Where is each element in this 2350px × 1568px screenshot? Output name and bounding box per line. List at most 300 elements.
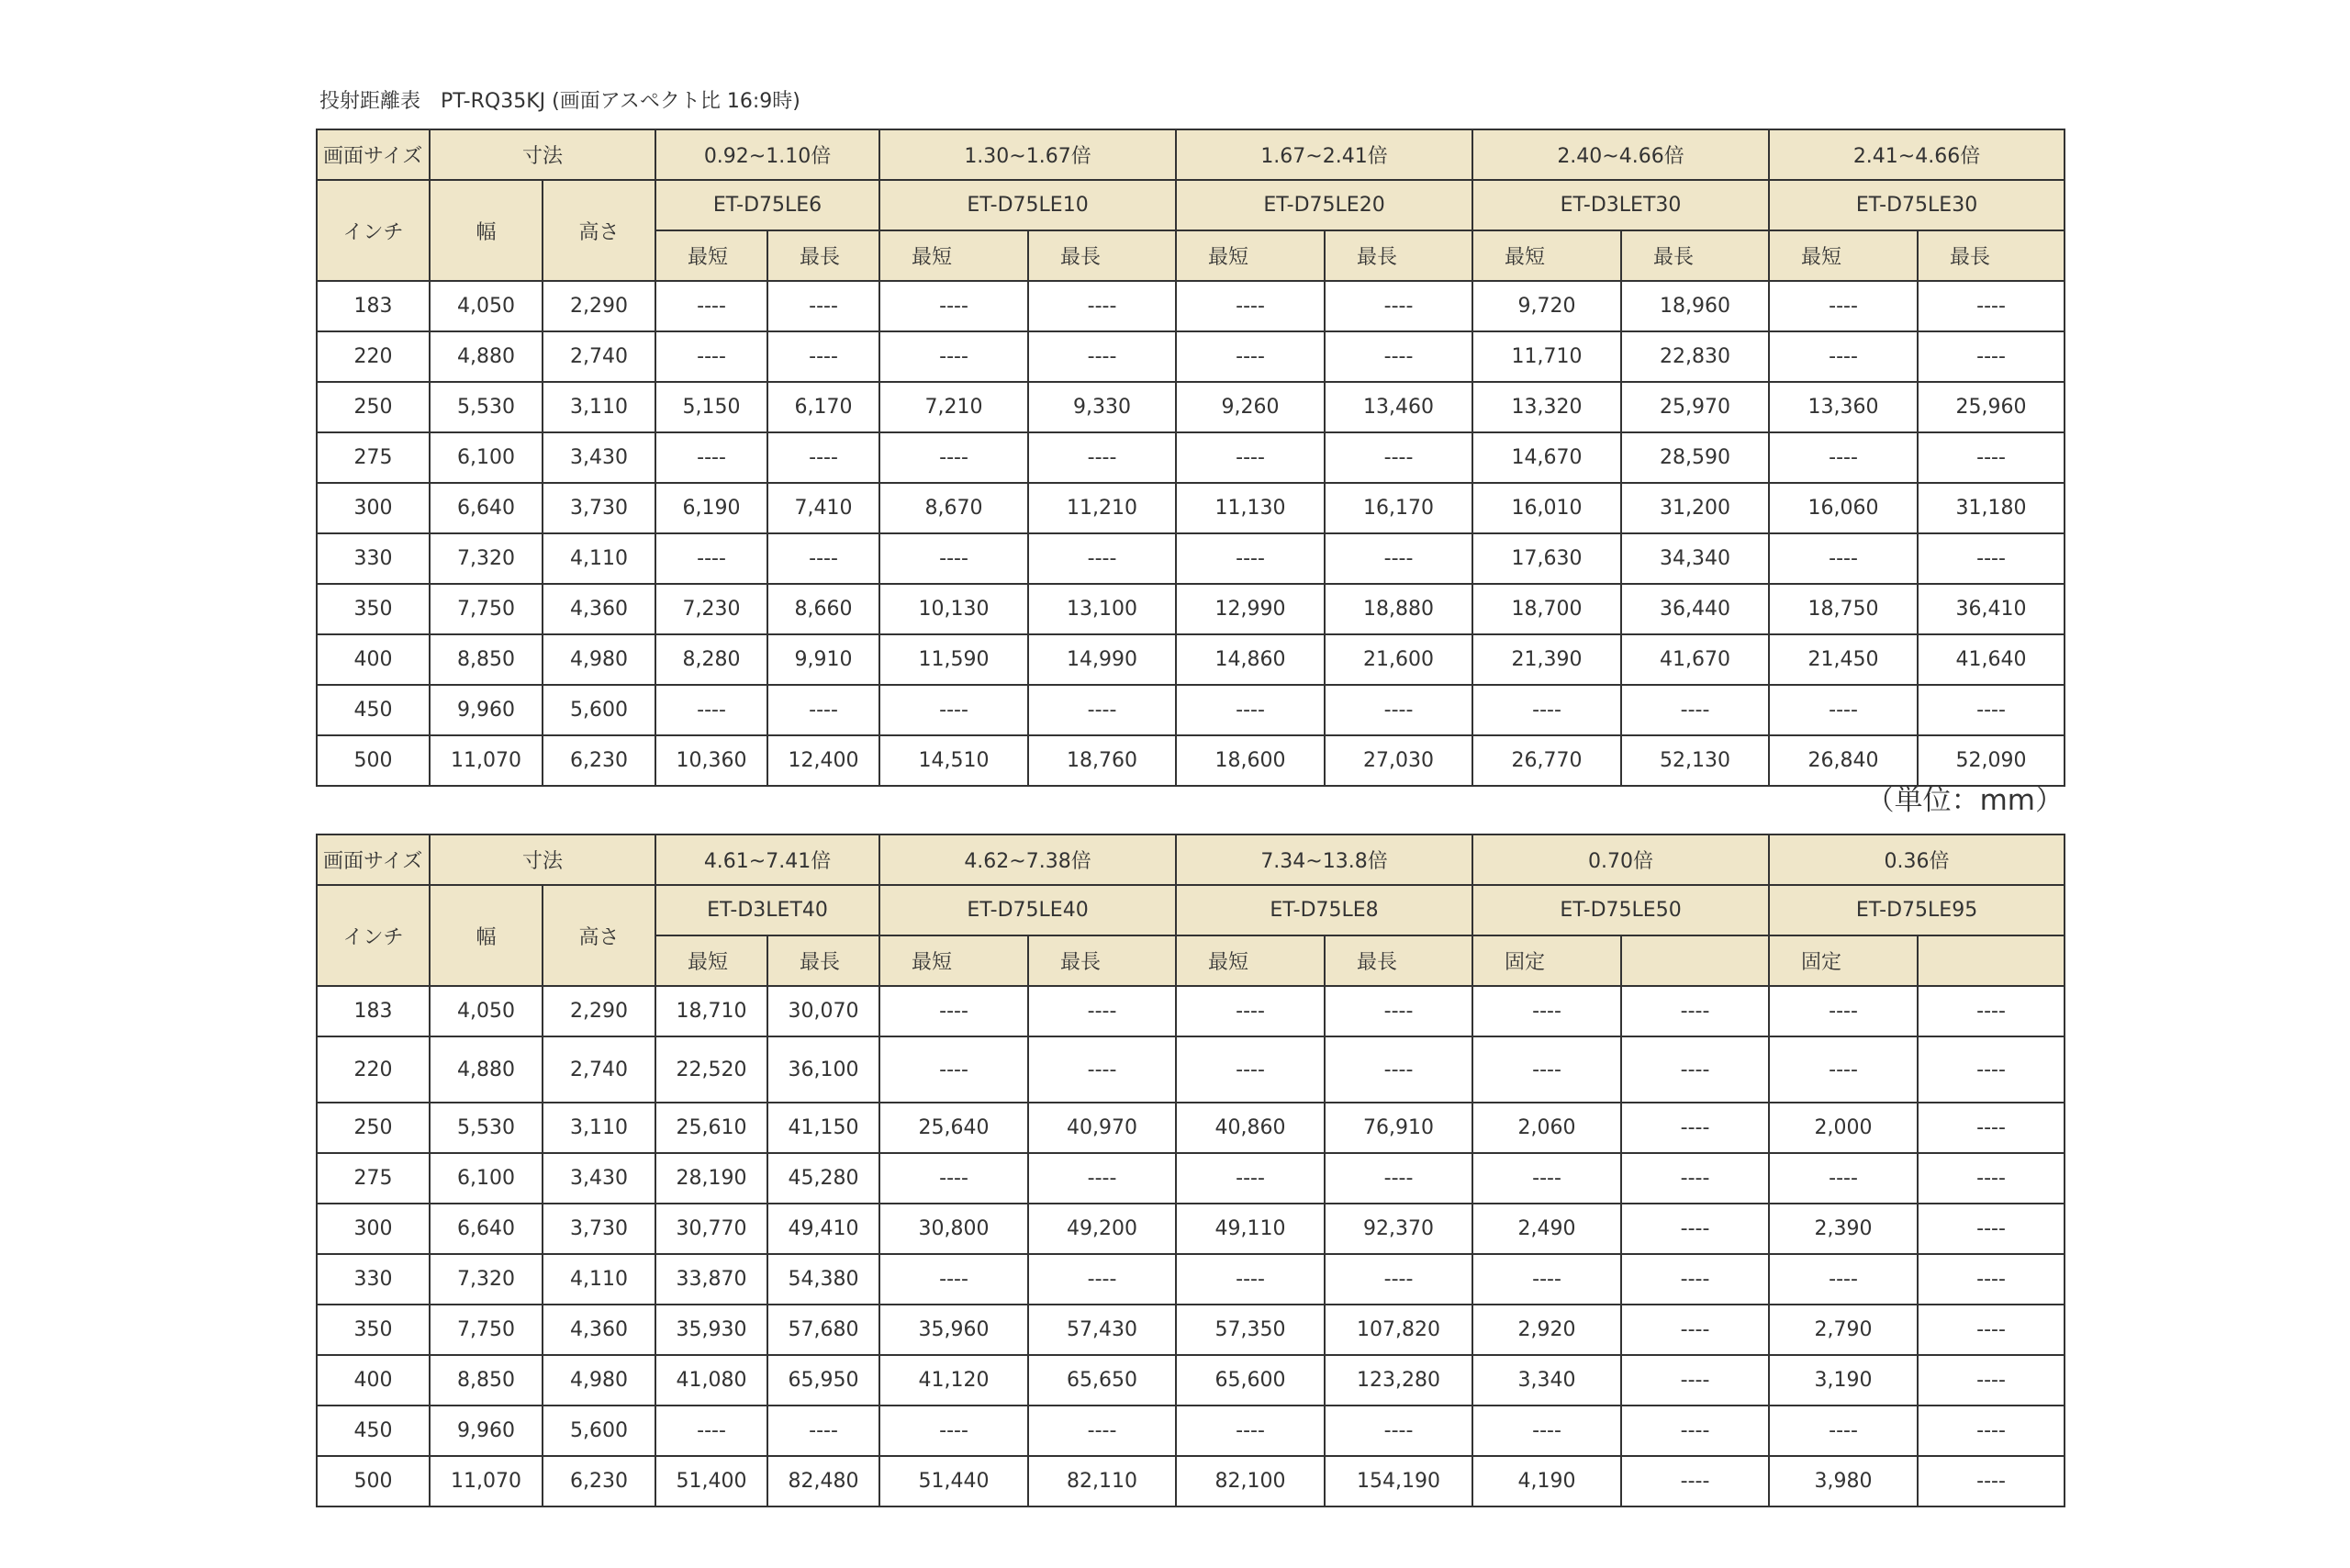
table-row — [317, 533, 2065, 584]
table-cell: ---- — [1472, 1036, 1621, 1103]
table-cell: 18,760 — [1028, 735, 1176, 786]
table-cell: 5,530 — [430, 382, 543, 432]
table-cell: 9,260 — [1176, 382, 1325, 432]
table-cell: 500 — [317, 1456, 430, 1506]
table-cell: ---- — [1176, 281, 1325, 331]
table-cell: ---- — [1325, 331, 1472, 382]
table-cell: 51,440 — [879, 1456, 1028, 1506]
table-cell: 21,390 — [1472, 634, 1621, 685]
table-cell: ---- — [879, 1036, 1028, 1103]
table-cell: 30,070 — [767, 986, 879, 1036]
header-zoom-ratio: 2.40~4.66倍 — [1472, 129, 1769, 180]
header-distance-type — [1621, 935, 1769, 986]
throw-distance-table-1 — [316, 129, 2065, 787]
header-inch: インチ — [317, 180, 430, 281]
table-cell: 3,110 — [543, 1103, 655, 1153]
table-cell: ---- — [1028, 685, 1176, 735]
table-cell: 10,360 — [655, 735, 767, 786]
table-cell: 26,770 — [1472, 735, 1621, 786]
table-cell: ---- — [1769, 685, 1918, 735]
table-cell: 220 — [317, 331, 430, 382]
table-cell: 9,720 — [1472, 281, 1621, 331]
table-cell: 3,980 — [1769, 1456, 1918, 1506]
table-cell: 4,050 — [430, 986, 543, 1036]
table-row — [317, 634, 2065, 685]
table-cell: ---- — [1918, 1254, 2065, 1305]
table-cell: 57,430 — [1028, 1305, 1176, 1355]
header-zoom-ratio: 1.67~2.41倍 — [1176, 129, 1472, 180]
header-distance-type: 最長 — [1325, 230, 1472, 281]
table-cell: ---- — [1769, 1153, 1918, 1204]
table-cell: 51,400 — [655, 1456, 767, 1506]
table-cell: 18,710 — [655, 986, 767, 1036]
table-cell: 8,670 — [879, 483, 1028, 533]
table-cell: 10,130 — [879, 584, 1028, 634]
table-row — [317, 1153, 2065, 1204]
header-inch: インチ — [317, 885, 430, 986]
table-cell: ---- — [879, 1406, 1028, 1456]
table-cell: ---- — [879, 1153, 1028, 1204]
table-row — [317, 281, 2065, 331]
table-cell: 30,770 — [655, 1204, 767, 1254]
table-cell: 35,930 — [655, 1305, 767, 1355]
table-cell: ---- — [1028, 1254, 1176, 1305]
table-cell: ---- — [655, 331, 767, 382]
header-distance-type: 最長 — [1621, 230, 1769, 281]
table-cell: 18,960 — [1621, 281, 1769, 331]
header-lens-model: ET-D3LET30 — [1472, 180, 1769, 230]
table-cell: 154,190 — [1325, 1456, 1472, 1506]
table-cell: 54,380 — [767, 1254, 879, 1305]
table-cell: ---- — [1621, 1355, 1769, 1406]
table-cell: 3,730 — [543, 1204, 655, 1254]
table-row — [317, 1254, 2065, 1305]
header-zoom-ratio: 1.30~1.67倍 — [879, 129, 1176, 180]
table-cell: ---- — [1325, 432, 1472, 483]
table-cell: 22,830 — [1621, 331, 1769, 382]
table-cell: 11,210 — [1028, 483, 1176, 533]
table-cell: ---- — [879, 685, 1028, 735]
table-cell: 13,360 — [1769, 382, 1918, 432]
table-cell: ---- — [767, 533, 879, 584]
table-cell: 8,280 — [655, 634, 767, 685]
table-cell: 14,990 — [1028, 634, 1176, 685]
table-cell: ---- — [1621, 1406, 1769, 1456]
table-cell: 2,000 — [1769, 1103, 1918, 1153]
table-cell: 300 — [317, 1204, 430, 1254]
table-cell: 6,170 — [767, 382, 879, 432]
table-cell: 7,320 — [430, 1254, 543, 1305]
table-cell: 4,110 — [543, 1254, 655, 1305]
table-cell: ---- — [1176, 685, 1325, 735]
header-row-lens — [317, 885, 2065, 935]
table-cell: ---- — [1621, 1456, 1769, 1506]
table-cell: 2,060 — [1472, 1103, 1621, 1153]
throw-distance-table-2 — [316, 834, 2065, 1507]
table-cell: ---- — [1918, 281, 2065, 331]
table-cell: 450 — [317, 1406, 430, 1456]
table-cell: 52,130 — [1621, 735, 1769, 786]
table-row — [317, 1036, 2065, 1103]
table-cell: 14,860 — [1176, 634, 1325, 685]
table-row — [317, 483, 2065, 533]
table-cell: ---- — [1325, 1406, 1472, 1456]
header-width: 幅 — [430, 180, 543, 281]
table-row — [317, 986, 2065, 1036]
table-cell: ---- — [1918, 986, 2065, 1036]
table-cell: 107,820 — [1325, 1305, 1472, 1355]
table-cell: ---- — [1918, 1456, 2065, 1506]
table-cell: 7,230 — [655, 584, 767, 634]
table-cell: ---- — [1176, 432, 1325, 483]
header-lens-model: ET-D75LE30 — [1769, 180, 2065, 230]
table-cell: 7,410 — [767, 483, 879, 533]
table-cell: 9,910 — [767, 634, 879, 685]
table-cell: 45,280 — [767, 1153, 879, 1204]
table-cell: ---- — [655, 432, 767, 483]
table-cell: 8,850 — [430, 634, 543, 685]
table-cell: 25,970 — [1621, 382, 1769, 432]
header-lens-model: ET-D75LE6 — [655, 180, 879, 230]
table-cell: 11,590 — [879, 634, 1028, 685]
table-cell: ---- — [767, 1406, 879, 1456]
table-cell: 33,870 — [655, 1254, 767, 1305]
table-cell: ---- — [1325, 1254, 1472, 1305]
table-cell: 3,190 — [1769, 1355, 1918, 1406]
header-lens-model: ET-D75LE20 — [1176, 180, 1472, 230]
table-cell: 2,740 — [543, 1036, 655, 1103]
header-zoom-ratio: 0.36倍 — [1769, 834, 2065, 885]
table-cell: ---- — [1176, 986, 1325, 1036]
table-cell: 16,010 — [1472, 483, 1621, 533]
table-row — [317, 1204, 2065, 1254]
table-cell: ---- — [1325, 281, 1472, 331]
table-cell: 220 — [317, 1036, 430, 1103]
table-cell: 82,110 — [1028, 1456, 1176, 1506]
table-cell: ---- — [1472, 685, 1621, 735]
header-distance-type: 最長 — [1325, 935, 1472, 986]
header-distance-type: 最長 — [1028, 935, 1176, 986]
table-cell: 35,960 — [879, 1305, 1028, 1355]
table-cell: 4,360 — [543, 1305, 655, 1355]
table-cell: 18,700 — [1472, 584, 1621, 634]
header-width: 幅 — [430, 885, 543, 986]
table-cell: 8,660 — [767, 584, 879, 634]
table-cell: ---- — [1918, 331, 2065, 382]
table-cell: 7,750 — [430, 584, 543, 634]
table-cell: 17,630 — [1472, 533, 1621, 584]
table-cell: ---- — [655, 533, 767, 584]
header-zoom-ratio: 7.34~13.8倍 — [1176, 834, 1472, 885]
table-cell: 49,110 — [1176, 1204, 1325, 1254]
table-cell: ---- — [1325, 533, 1472, 584]
table-row — [317, 1456, 2065, 1506]
header-lens-model: ET-D75LE50 — [1472, 885, 1769, 935]
table-cell: 350 — [317, 1305, 430, 1355]
table-cell: ---- — [1325, 986, 1472, 1036]
table-cell: 13,320 — [1472, 382, 1621, 432]
table-cell: 52,090 — [1918, 735, 2065, 786]
table-cell: ---- — [1769, 432, 1918, 483]
table-cell: ---- — [1325, 1153, 1472, 1204]
table-cell: ---- — [767, 281, 879, 331]
header-lens-model: ET-D75LE95 — [1769, 885, 2065, 935]
table-cell: ---- — [1621, 986, 1769, 1036]
table-cell: ---- — [1028, 1406, 1176, 1456]
table-cell: 2,290 — [543, 281, 655, 331]
table-cell: 4,360 — [543, 584, 655, 634]
table-cell: ---- — [1621, 1305, 1769, 1355]
header-zoom-ratio: 0.70倍 — [1472, 834, 1769, 885]
table-cell: ---- — [655, 281, 767, 331]
table-cell: 330 — [317, 533, 430, 584]
table-cell: ---- — [1769, 986, 1918, 1036]
table-cell: 6,640 — [430, 483, 543, 533]
table-cell: 18,750 — [1769, 584, 1918, 634]
header-row-lens — [317, 180, 2065, 230]
table-cell: ---- — [1621, 1036, 1769, 1103]
table-cell: 21,450 — [1769, 634, 1918, 685]
header-distance-type: 最長 — [767, 230, 879, 281]
table-cell: 36,440 — [1621, 584, 1769, 634]
table-cell: 82,480 — [767, 1456, 879, 1506]
table-cell: ---- — [1028, 432, 1176, 483]
table-cell: 36,100 — [767, 1036, 879, 1103]
table-cell: 250 — [317, 1103, 430, 1153]
table-cell: 9,960 — [430, 1406, 543, 1456]
table-cell: 40,860 — [1176, 1103, 1325, 1153]
table-cell: 5,600 — [543, 1406, 655, 1456]
table-cell: ---- — [1918, 685, 2065, 735]
table-cell: ---- — [879, 1254, 1028, 1305]
header-distance-type: 固定 — [1769, 935, 1918, 986]
table-cell: 18,600 — [1176, 735, 1325, 786]
header-distance-type: 最短 — [655, 230, 767, 281]
table-cell: 3,430 — [543, 1153, 655, 1204]
table-cell: 8,850 — [430, 1355, 543, 1406]
table-cell: 3,730 — [543, 483, 655, 533]
table-cell: 3,110 — [543, 382, 655, 432]
table-cell: ---- — [767, 432, 879, 483]
table-cell: 25,610 — [655, 1103, 767, 1153]
table-cell: 36,410 — [1918, 584, 2065, 634]
unit-note: （単位：mm） — [1865, 784, 2064, 817]
table-row — [317, 1103, 2065, 1153]
table-cell: ---- — [1472, 986, 1621, 1036]
table-cell: 82,100 — [1176, 1456, 1325, 1506]
table-row — [317, 1406, 2065, 1456]
table-cell: 6,100 — [430, 1153, 543, 1204]
table-cell: 34,340 — [1621, 533, 1769, 584]
table-cell: ---- — [1472, 1254, 1621, 1305]
table-cell: 183 — [317, 281, 430, 331]
table-row — [317, 432, 2065, 483]
header-zoom-ratio: 4.61~7.41倍 — [655, 834, 879, 885]
table-cell: 275 — [317, 432, 430, 483]
header-lens-model: ET-D3LET40 — [655, 885, 879, 935]
table-cell: ---- — [1918, 1036, 2065, 1103]
header-distance-type: 最短 — [879, 230, 1028, 281]
table-row — [317, 331, 2065, 382]
table-cell: 6,230 — [543, 735, 655, 786]
header-distance-type: 最短 — [1176, 230, 1325, 281]
table-cell: 11,710 — [1472, 331, 1621, 382]
table-cell: 41,080 — [655, 1355, 767, 1406]
table-cell: 6,100 — [430, 432, 543, 483]
table-cell: ---- — [1176, 1406, 1325, 1456]
header-distance-type: 最短 — [1472, 230, 1621, 281]
table-cell: 41,670 — [1621, 634, 1769, 685]
table-cell: ---- — [1769, 281, 1918, 331]
header-height: 高さ — [543, 885, 655, 986]
table-cell: ---- — [1028, 281, 1176, 331]
table-cell: 5,150 — [655, 382, 767, 432]
table-cell: 31,180 — [1918, 483, 2065, 533]
table-cell: 40,970 — [1028, 1103, 1176, 1153]
table-cell: 57,350 — [1176, 1305, 1325, 1355]
table-cell: 27,030 — [1325, 735, 1472, 786]
table-cell: 28,190 — [655, 1153, 767, 1204]
table-cell: 76,910 — [1325, 1103, 1472, 1153]
table-cell: ---- — [1621, 1254, 1769, 1305]
table-row — [317, 1305, 2065, 1355]
table-cell: ---- — [655, 685, 767, 735]
table-cell: ---- — [1918, 1406, 2065, 1456]
table-cell: 30,800 — [879, 1204, 1028, 1254]
table-cell: 330 — [317, 1254, 430, 1305]
table-cell: ---- — [1918, 533, 2065, 584]
table-row — [317, 685, 2065, 735]
table-cell: ---- — [1028, 1153, 1176, 1204]
table-cell: ---- — [1918, 432, 2065, 483]
table-cell: 300 — [317, 483, 430, 533]
table-cell: 6,190 — [655, 483, 767, 533]
table-cell: 4,050 — [430, 281, 543, 331]
table-cell: 500 — [317, 735, 430, 786]
table-cell: 65,600 — [1176, 1355, 1325, 1406]
table-cell: ---- — [1028, 331, 1176, 382]
header-lens-model: ET-D75LE8 — [1176, 885, 1472, 935]
table-cell: 7,210 — [879, 382, 1028, 432]
table-cell: 123,280 — [1325, 1355, 1472, 1406]
table-cell: ---- — [1621, 1204, 1769, 1254]
table-cell: 22,520 — [655, 1036, 767, 1103]
table-cell: 41,120 — [879, 1355, 1028, 1406]
table-cell: 2,920 — [1472, 1305, 1621, 1355]
header-distance-type: 最長 — [767, 935, 879, 986]
header-height: 高さ — [543, 180, 655, 281]
table-cell: ---- — [1769, 1406, 1918, 1456]
table-cell: 9,330 — [1028, 382, 1176, 432]
table-cell: 3,430 — [543, 432, 655, 483]
table-cell: 250 — [317, 382, 430, 432]
table-cell: 4,880 — [430, 331, 543, 382]
table-cell: 4,980 — [543, 1355, 655, 1406]
table-cell: 4,980 — [543, 634, 655, 685]
table-cell: 16,060 — [1769, 483, 1918, 533]
table-cell: ---- — [1472, 1406, 1621, 1456]
table-cell: ---- — [1769, 1254, 1918, 1305]
header-dimensions: 寸法 — [430, 834, 655, 885]
table-cell: ---- — [1028, 533, 1176, 584]
table-cell: ---- — [1176, 533, 1325, 584]
header-distance-type — [1918, 935, 2065, 986]
table-cell: ---- — [1918, 1153, 2065, 1204]
header-screen-size: 画面サイズ — [317, 129, 430, 180]
table-cell: 12,400 — [767, 735, 879, 786]
table-cell: ---- — [1028, 986, 1176, 1036]
document-title: 投射距離表 PT-RQ35KJ (画面アスペクト比 16:9時) — [319, 90, 800, 113]
table-cell: 450 — [317, 685, 430, 735]
table-cell: 5,530 — [430, 1103, 543, 1153]
table-cell: ---- — [1176, 331, 1325, 382]
table-cell: ---- — [1918, 1355, 2065, 1406]
table-cell: 18,880 — [1325, 584, 1472, 634]
table-cell: ---- — [1621, 1103, 1769, 1153]
header-dimensions: 寸法 — [430, 129, 655, 180]
header-distance-type: 最短 — [1176, 935, 1325, 986]
table-cell: ---- — [655, 1406, 767, 1456]
table-cell: ---- — [879, 281, 1028, 331]
header-zoom-ratio: 0.92~1.10倍 — [655, 129, 879, 180]
table-cell: 14,510 — [879, 735, 1028, 786]
table-cell: ---- — [879, 986, 1028, 1036]
table-cell: 11,130 — [1176, 483, 1325, 533]
table-cell: 26,840 — [1769, 735, 1918, 786]
table-cell: 92,370 — [1325, 1204, 1472, 1254]
table-cell: ---- — [1769, 1036, 1918, 1103]
table-row — [317, 584, 2065, 634]
table-cell: 3,340 — [1472, 1355, 1621, 1406]
header-row-zoom — [317, 129, 2065, 180]
table-cell: 49,200 — [1028, 1204, 1176, 1254]
header-zoom-ratio: 2.41~4.66倍 — [1769, 129, 2065, 180]
header-distance-type: 最短 — [655, 935, 767, 986]
table-cell: ---- — [879, 533, 1028, 584]
table-cell: 183 — [317, 986, 430, 1036]
table-cell: 350 — [317, 584, 430, 634]
table-cell: 4,190 — [1472, 1456, 1621, 1506]
table-cell: 31,200 — [1621, 483, 1769, 533]
table-cell: 4,880 — [430, 1036, 543, 1103]
table-cell: ---- — [1918, 1305, 2065, 1355]
table-cell: ---- — [1918, 1204, 2065, 1254]
table-cell: 2,290 — [543, 986, 655, 1036]
table-cell: 11,070 — [430, 735, 543, 786]
table-cell: 21,600 — [1325, 634, 1472, 685]
table-cell: 7,320 — [430, 533, 543, 584]
table-cell: 11,070 — [430, 1456, 543, 1506]
table-cell: 400 — [317, 634, 430, 685]
header-distance-type: 固定 — [1472, 935, 1621, 986]
table-cell: 6,640 — [430, 1204, 543, 1254]
table-cell: 400 — [317, 1355, 430, 1406]
table-cell: ---- — [879, 432, 1028, 483]
table-cell: 41,150 — [767, 1103, 879, 1153]
table-cell: 13,460 — [1325, 382, 1472, 432]
table-cell: 16,170 — [1325, 483, 1472, 533]
table-cell: 65,650 — [1028, 1355, 1176, 1406]
table-cell: 14,670 — [1472, 432, 1621, 483]
table-cell: 65,950 — [767, 1355, 879, 1406]
table-cell: 2,390 — [1769, 1204, 1918, 1254]
header-distance-type: 最短 — [1769, 230, 1918, 281]
header-distance-type: 最長 — [1028, 230, 1176, 281]
table-cell: 6,230 — [543, 1456, 655, 1506]
table-cell: ---- — [1769, 331, 1918, 382]
table-cell: 13,100 — [1028, 584, 1176, 634]
table-cell: ---- — [1621, 1153, 1769, 1204]
